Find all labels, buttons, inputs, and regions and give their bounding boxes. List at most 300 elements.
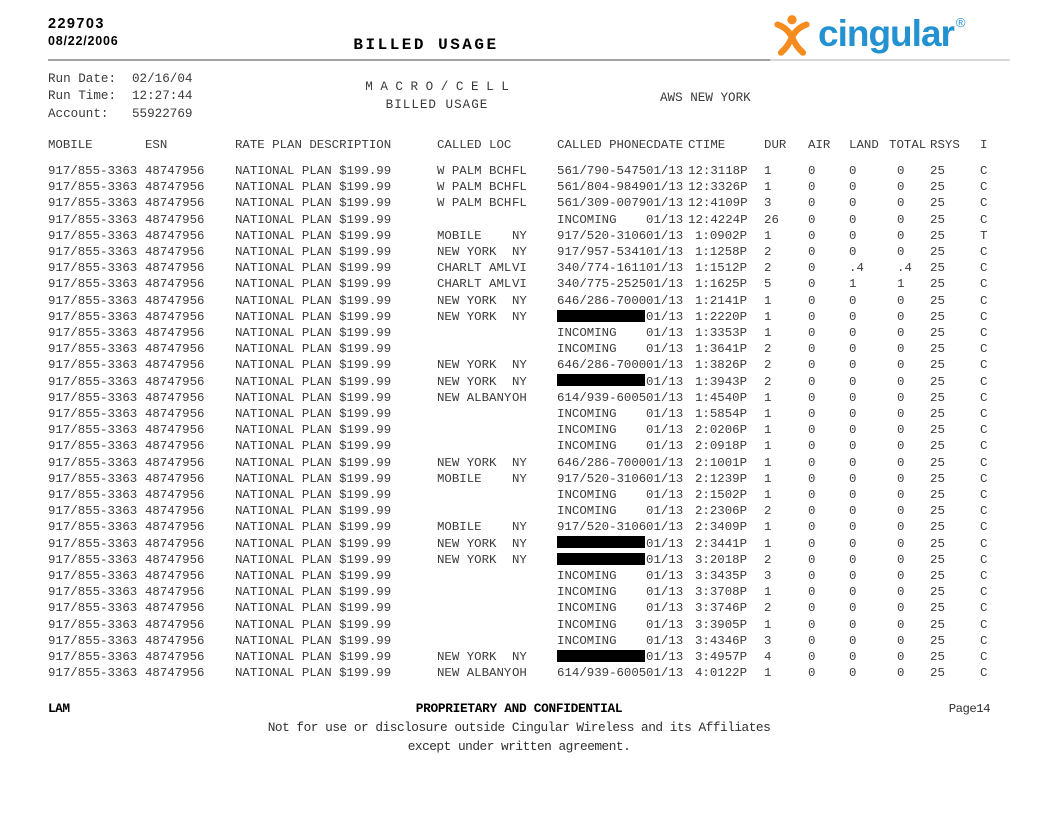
cell-cdate: 01/13	[646, 374, 684, 389]
cell-i: C	[980, 488, 988, 503]
cell-total: 0	[897, 617, 905, 632]
cell-called-loc-city: CHARLT AML	[437, 277, 512, 292]
cell-dur: 1	[764, 520, 772, 535]
cell-called-phone	[557, 374, 646, 390]
cell-rsys: 25	[930, 228, 945, 243]
cell-called-loc-city	[437, 406, 512, 422]
cell-cdate: 01/13	[646, 261, 684, 276]
cell-air: 0	[808, 342, 816, 357]
cell-rate-plan: NATIONAL PLAN $199.99	[235, 309, 392, 324]
cell-called-loc-city: NEW YORK	[437, 650, 497, 665]
cell-esn: 48747956	[145, 261, 205, 276]
cell-called-phone: INCOMING	[557, 633, 617, 648]
col-header-dur: DUR	[764, 138, 787, 152]
cell-total: 0	[897, 407, 905, 422]
cell-air: 0	[808, 374, 816, 389]
cell-esn: 48747956	[145, 326, 205, 341]
cell-esn: 48747956	[145, 309, 205, 324]
cell-ctime: 1:0902P	[694, 228, 748, 243]
cell-esn: 48747956	[145, 390, 205, 405]
cell-rsys: 25	[930, 504, 945, 519]
cell-called-loc-city	[437, 633, 512, 649]
cell-land: 0	[849, 245, 857, 260]
cell-land: 0	[849, 504, 857, 519]
cell-ctime: 1:3641P	[694, 342, 748, 357]
cell-total: 0	[897, 585, 905, 600]
cell-ctime: 3:4346P	[694, 633, 748, 648]
cell-land: 0	[849, 309, 857, 324]
cell-air: 0	[808, 617, 816, 632]
cell-total: 0	[897, 212, 905, 227]
cell-rate-plan: NATIONAL PLAN $199.99	[235, 633, 392, 648]
cell-rsys: 25	[930, 196, 945, 211]
cell-esn: 48747956	[145, 601, 205, 616]
cell-called-loc-state: FL	[512, 180, 527, 195]
col-header-esn: ESN	[145, 138, 168, 152]
cell-air: 0	[808, 666, 816, 681]
cell-called-phone: INCOMING	[557, 504, 617, 519]
cell-rate-plan: NATIONAL PLAN $199.99	[235, 277, 392, 292]
report-name: M A C R O / C E L L	[365, 80, 509, 94]
usage-table-row	[48, 455, 1008, 471]
cell-mobile: 917/855-3363	[48, 374, 138, 389]
cell-ctime: 2:0918P	[694, 439, 748, 454]
cell-called-phone: 917/520-3106	[557, 471, 647, 486]
cell-called-phone: INCOMING	[557, 585, 617, 600]
cell-air: 0	[808, 196, 816, 211]
cell-air: 0	[808, 633, 816, 648]
cell-called-loc-state: FL	[512, 196, 527, 211]
cell-cdate: 01/13	[646, 520, 684, 535]
cell-ctime: 1:1512P	[694, 261, 748, 276]
cell-cdate: 01/13	[646, 633, 684, 648]
cell-rsys: 25	[930, 666, 945, 681]
usage-table-row	[48, 163, 1008, 179]
cell-mobile: 917/855-3363	[48, 196, 138, 211]
cell-i: C	[980, 617, 988, 632]
cell-air: 0	[808, 552, 816, 567]
cell-rate-plan: NATIONAL PLAN $199.99	[235, 390, 392, 405]
cell-total: 0	[897, 471, 905, 486]
cell-called-loc-state: FL	[512, 164, 527, 178]
cell-esn: 48747956	[145, 585, 205, 600]
cell-mobile: 917/855-3363	[48, 552, 138, 567]
account-line	[48, 106, 192, 123]
cell-mobile: 917/855-3363	[48, 471, 138, 486]
cell-mobile: 917/855-3363	[48, 504, 138, 519]
cell-called-loc-city: MOBILE	[437, 228, 482, 243]
cell-i: C	[980, 439, 988, 454]
cell-called-loc-city: W PALM BCH	[437, 196, 512, 211]
cell-ctime: 2:0206P	[694, 423, 748, 438]
cell-esn: 48747956	[145, 633, 205, 648]
cell-called-phone: 561/309-0079	[557, 196, 647, 211]
cell-called-loc-state: NY	[512, 520, 527, 535]
cell-dur: 1	[764, 390, 772, 405]
cell-cdate: 01/13	[646, 455, 684, 470]
cell-rsys: 25	[930, 423, 945, 438]
cell-mobile: 917/855-3363	[48, 536, 138, 551]
cell-total: 0	[897, 650, 905, 665]
cell-rsys: 25	[930, 552, 945, 567]
cell-dur: 2	[764, 358, 772, 373]
footer-confidential-title: PROPRIETARY AND CONFIDENTIAL	[415, 701, 623, 716]
cell-land: .4	[849, 261, 864, 276]
cell-called-phone: INCOMING	[557, 488, 617, 503]
cell-rsys: 25	[930, 261, 945, 276]
cell-dur: 4	[764, 650, 772, 665]
cell-rate-plan: NATIONAL PLAN $199.99	[235, 569, 392, 584]
col-header-ctime: CTIME	[688, 138, 726, 152]
cell-land: 0	[849, 407, 857, 422]
cell-called-loc-state: VI	[512, 261, 527, 276]
cell-i: C	[980, 326, 988, 341]
cell-i: C	[980, 277, 988, 292]
cell-cdate: 01/13	[646, 617, 684, 632]
col-header-i: I	[980, 138, 988, 152]
cell-mobile: 917/855-3363	[48, 455, 138, 470]
cell-called-loc-state	[512, 617, 557, 633]
cell-rate-plan: NATIONAL PLAN $199.99	[235, 374, 392, 389]
cell-total: 0	[897, 666, 905, 681]
usage-table-row	[48, 536, 1008, 552]
cell-land: 0	[849, 601, 857, 616]
cell-air: 0	[808, 261, 816, 276]
cell-ctime: 2:2306P	[694, 504, 748, 519]
cell-called-phone: 646/286-7000	[557, 293, 647, 308]
cell-esn: 48747956	[145, 423, 205, 438]
cell-rate-plan: NATIONAL PLAN $199.99	[235, 471, 392, 486]
cell-rsys: 25	[930, 455, 945, 470]
cell-rate-plan: NATIONAL PLAN $199.99	[235, 212, 392, 227]
cell-land: 0	[849, 228, 857, 243]
usage-table-row	[48, 374, 1008, 390]
cell-cdate: 01/13	[646, 342, 684, 357]
cell-called-phone: 917/957-5341	[557, 245, 647, 260]
cell-esn: 48747956	[145, 520, 205, 535]
cell-ctime: 1:2141P	[694, 293, 748, 308]
cell-total: 0	[897, 228, 905, 243]
cell-esn: 48747956	[145, 358, 205, 373]
cell-air: 0	[808, 471, 816, 486]
cell-dur: 2	[764, 601, 772, 616]
cell-air: 0	[808, 439, 816, 454]
cell-esn: 48747956	[145, 407, 205, 422]
usage-table-row	[48, 584, 1008, 600]
cell-land: 0	[849, 488, 857, 503]
cell-ctime: 12:3326P	[688, 180, 748, 195]
cell-cdate: 01/13	[646, 326, 684, 341]
cell-called-loc-city	[437, 487, 512, 503]
cell-i: C	[980, 585, 988, 600]
cell-dur: 2	[764, 261, 772, 276]
cell-cdate: 01/13	[646, 277, 684, 292]
cell-i: C	[980, 390, 988, 405]
cell-rate-plan: NATIONAL PLAN $199.99	[235, 196, 392, 211]
cell-mobile: 917/855-3363	[48, 390, 138, 405]
run-info-block	[48, 71, 192, 123]
cell-ctime: 1:2220P	[694, 309, 748, 324]
cell-called-phone: 614/939-6005	[557, 666, 647, 681]
report-subtitle: BILLED USAGE	[385, 98, 489, 112]
cell-called-phone: INCOMING	[557, 569, 617, 584]
cell-rsys: 25	[930, 585, 945, 600]
cell-land: 0	[849, 326, 857, 341]
cell-called-loc-city: NEW YORK	[437, 293, 497, 308]
cell-total: 0	[897, 569, 905, 584]
cell-air: 0	[808, 455, 816, 470]
cell-total: 0	[897, 488, 905, 503]
cell-dur: 2	[764, 504, 772, 519]
cell-dur: 26	[764, 212, 779, 227]
usage-table-row	[48, 341, 1008, 357]
cell-i: C	[980, 358, 988, 373]
usage-table-row	[48, 276, 1008, 292]
cell-rate-plan: NATIONAL PLAN $199.99	[235, 585, 392, 600]
cell-i: C	[980, 196, 988, 211]
cell-total: 0	[897, 326, 905, 341]
cell-called-loc-state	[512, 406, 557, 422]
cell-dur: 1	[764, 228, 772, 243]
cell-rsys: 25	[930, 212, 945, 227]
cell-cdate: 01/13	[646, 293, 684, 308]
registered-trademark-icon: ®	[955, 15, 966, 30]
cell-called-phone: 917/520-3106	[557, 228, 647, 243]
cell-esn: 48747956	[145, 536, 205, 551]
cell-called-loc-state: VI	[512, 277, 527, 292]
run-time-label: Run Time:	[48, 89, 117, 104]
cell-esn: 48747956	[145, 488, 205, 503]
cell-land: 0	[849, 374, 857, 389]
cell-called-phone: INCOMING	[557, 212, 617, 227]
usage-table-row	[48, 244, 1008, 260]
cell-dur: 2	[764, 374, 772, 389]
cell-land: 0	[849, 390, 857, 405]
usage-table-row	[48, 228, 1008, 244]
cell-ctime: 12:3118P	[688, 164, 748, 178]
cell-rsys: 25	[930, 536, 945, 551]
cell-called-loc-state: NY	[512, 309, 527, 324]
cell-called-phone: 614/939-6005	[557, 390, 647, 405]
cell-land: 0	[849, 552, 857, 567]
cell-land: 0	[849, 358, 857, 373]
col-header-rate-plan: RATE PLAN DESCRIPTION	[235, 138, 392, 152]
cell-cdate: 01/13	[646, 488, 684, 503]
cell-total: 0	[897, 196, 905, 211]
cell-rate-plan: NATIONAL PLAN $199.99	[235, 407, 392, 422]
cell-dur: 2	[764, 342, 772, 357]
cell-i: C	[980, 552, 988, 567]
run-time-line	[48, 88, 192, 105]
cell-rate-plan: NATIONAL PLAN $199.99	[235, 650, 392, 665]
cell-rate-plan: NATIONAL PLAN $199.99	[235, 455, 392, 470]
col-header-land: LAND	[849, 138, 879, 152]
usage-table-row	[48, 325, 1008, 341]
cell-dur: 3	[764, 569, 772, 584]
cell-mobile: 917/855-3363	[48, 585, 138, 600]
cell-called-phone: INCOMING	[557, 342, 617, 357]
cell-cdate: 01/13	[646, 423, 684, 438]
cell-total: 0	[897, 439, 905, 454]
cell-air: 0	[808, 520, 816, 535]
cell-i: C	[980, 536, 988, 551]
cell-rsys: 25	[930, 601, 945, 616]
cell-called-loc-city	[437, 341, 512, 357]
cell-air: 0	[808, 601, 816, 616]
cell-i: C	[980, 601, 988, 616]
cell-cdate: 01/13	[646, 471, 684, 486]
header-divider-right	[770, 59, 1010, 61]
cell-mobile: 917/855-3363	[48, 650, 138, 665]
cell-called-loc-city: W PALM BCH	[437, 180, 512, 195]
cell-called-loc-state	[512, 438, 557, 454]
cell-called-loc-state: NY	[512, 471, 527, 486]
cell-i: C	[980, 666, 988, 681]
cell-called-loc-city: W PALM BCH	[437, 164, 512, 178]
cell-total: 0	[897, 536, 905, 551]
cell-ctime: 3:3435P	[694, 569, 748, 584]
cell-land: 1	[849, 277, 857, 292]
cell-total: 0	[897, 455, 905, 470]
cell-rate-plan: NATIONAL PLAN $199.99	[235, 504, 392, 519]
cell-mobile: 917/855-3363	[48, 293, 138, 308]
cell-i: C	[980, 342, 988, 357]
cell-called-loc-city: NEW YORK	[437, 552, 497, 567]
usage-table-row	[48, 600, 1008, 616]
cell-total: .4	[897, 261, 912, 276]
cell-i: C	[980, 633, 988, 648]
col-header-air: AIR	[808, 138, 831, 152]
cell-ctime: 2:1239P	[694, 471, 748, 486]
cell-total: 0	[897, 358, 905, 373]
cell-rsys: 25	[930, 326, 945, 341]
cell-total: 0	[897, 374, 905, 389]
cell-mobile: 917/855-3363	[48, 212, 138, 227]
cell-air: 0	[808, 423, 816, 438]
cell-esn: 48747956	[145, 455, 205, 470]
cell-land: 0	[849, 536, 857, 551]
cell-called-loc-city	[437, 422, 512, 438]
cell-called-phone: INCOMING	[557, 326, 617, 341]
cell-land: 0	[849, 439, 857, 454]
usage-table-row	[48, 390, 1008, 406]
usage-table-row	[48, 633, 1008, 649]
cell-ctime: 3:3708P	[694, 585, 748, 600]
cell-i: C	[980, 293, 988, 308]
cell-rsys: 25	[930, 342, 945, 357]
cell-called-loc-city: NEW YORK	[437, 455, 497, 470]
cell-called-phone: INCOMING	[557, 439, 617, 454]
cell-mobile: 917/855-3363	[48, 277, 138, 292]
usage-table-row	[48, 649, 1008, 665]
cell-ctime: 4:0122P	[694, 666, 748, 681]
cell-rate-plan: NATIONAL PLAN $199.99	[235, 180, 392, 195]
cell-rsys: 25	[930, 617, 945, 632]
cell-esn: 48747956	[145, 666, 205, 681]
cell-ctime: 12:4224P	[688, 212, 748, 227]
cell-ctime: 3:3905P	[694, 617, 748, 632]
cell-called-phone: 561/804-9849	[557, 180, 647, 195]
cell-called-loc-city	[437, 212, 512, 228]
cell-called-loc-city	[437, 503, 512, 519]
run-date-line	[48, 71, 192, 88]
cell-cdate: 01/13	[646, 601, 684, 616]
cell-cdate: 01/13	[646, 504, 684, 519]
cell-called-loc-state: NY	[512, 552, 527, 567]
cell-air: 0	[808, 488, 816, 503]
cell-air: 0	[808, 164, 816, 178]
cell-called-loc-city	[437, 568, 512, 584]
usage-table-row	[48, 519, 1008, 535]
cingular-wordmark: cingular	[818, 13, 954, 54]
run-date-value: 02/16/04	[132, 72, 193, 86]
usage-table-row	[48, 487, 1008, 503]
cell-rate-plan: NATIONAL PLAN $199.99	[235, 358, 392, 373]
col-header-cdate: CDATE	[646, 138, 684, 152]
cell-mobile: 917/855-3363	[48, 245, 138, 260]
cell-air: 0	[808, 390, 816, 405]
cell-rate-plan: NATIONAL PLAN $199.99	[235, 617, 392, 632]
cell-ctime: 1:3943P	[694, 374, 748, 389]
cell-rsys: 25	[930, 471, 945, 486]
cell-dur: 1	[764, 423, 772, 438]
cell-rate-plan: NATIONAL PLAN $199.99	[235, 245, 392, 260]
cell-cdate: 01/13	[646, 536, 684, 551]
cell-mobile: 917/855-3363	[48, 569, 138, 584]
table-header-row	[48, 138, 1008, 163]
cell-land: 0	[849, 164, 857, 178]
cell-rsys: 25	[930, 407, 945, 422]
run-time-value: 12:27:44	[132, 89, 193, 104]
cell-called-loc-state	[512, 422, 557, 438]
cell-cdate: 01/13	[646, 552, 684, 567]
cell-mobile: 917/855-3363	[48, 407, 138, 422]
usage-table-row	[48, 260, 1008, 276]
cell-i: C	[980, 309, 988, 324]
footer-page-number: Page14	[948, 702, 990, 716]
cell-total: 0	[897, 423, 905, 438]
cell-air: 0	[808, 228, 816, 243]
cell-i: C	[980, 164, 988, 178]
cell-rsys: 25	[930, 293, 945, 308]
cell-cdate: 01/13	[646, 650, 684, 665]
cell-esn: 48747956	[145, 164, 205, 178]
cell-called-loc-city: NEW ALBANY	[437, 390, 512, 405]
cell-called-phone: 340/774-1611	[557, 261, 647, 276]
cell-called-loc-city: MOBILE	[437, 520, 482, 535]
cell-dur: 1	[764, 309, 772, 324]
cell-called-loc-state: NY	[512, 245, 527, 260]
cell-i: C	[980, 407, 988, 422]
cell-land: 0	[849, 633, 857, 648]
cell-dur: 3	[764, 633, 772, 648]
cell-rsys: 25	[930, 374, 945, 389]
cell-rate-plan: NATIONAL PLAN $199.99	[235, 261, 392, 276]
cell-rate-plan: NATIONAL PLAN $199.99	[235, 439, 392, 454]
cell-called-loc-state: NY	[512, 374, 527, 389]
cell-called-phone	[557, 309, 646, 325]
cell-rate-plan: NATIONAL PLAN $199.99	[235, 552, 392, 567]
cell-ctime: 1:1625P	[694, 277, 748, 292]
cell-dur: 1	[764, 471, 772, 486]
cell-called-loc-city: NEW YORK	[437, 358, 497, 373]
header-divider-left	[48, 59, 770, 61]
cell-i: C	[980, 180, 988, 195]
cell-dur: 1	[764, 585, 772, 600]
cell-total: 0	[897, 293, 905, 308]
cell-ctime: 1:3826P	[694, 358, 748, 373]
cell-called-loc-state	[512, 341, 557, 357]
